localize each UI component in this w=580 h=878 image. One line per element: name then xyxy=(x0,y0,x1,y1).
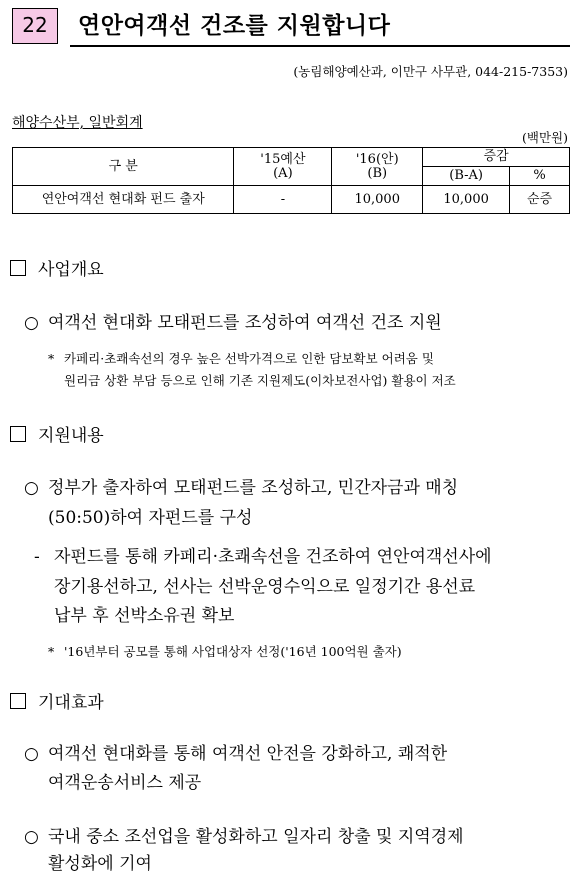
section-number-badge: 22 xyxy=(12,8,58,44)
asterisk-icon: * xyxy=(48,644,55,659)
section-effects-title: 기대효과 xyxy=(10,688,104,713)
row-budget-15: - xyxy=(234,186,332,214)
asterisk-icon: * xyxy=(48,351,55,366)
section-overview-title: 사업개요 xyxy=(10,255,104,280)
contact-info: (농림해양예산과, 이만구 사무관, 044-215-7353) xyxy=(293,64,568,79)
table-row xyxy=(13,186,570,214)
row-label: 연안여객선 현대화 펀드 출자 xyxy=(13,186,234,214)
header-budget-15: '15예산 (A) xyxy=(234,148,332,186)
header-pct: % xyxy=(510,167,570,186)
header-category: 구 분 xyxy=(13,148,234,186)
header-budget-16: '16(안) (B) xyxy=(332,148,423,186)
header-diff: 증감 xyxy=(423,148,570,167)
header-diff-sub: (B-A) xyxy=(423,167,510,186)
checkbox-square-icon xyxy=(10,426,26,442)
row-pct: 순증 xyxy=(510,186,570,214)
checkbox-square-icon xyxy=(10,693,26,709)
budget-table xyxy=(12,147,570,214)
title-underline xyxy=(70,45,570,47)
circle-bullet-icon: ○ xyxy=(24,827,39,847)
section-support-title: 지원내용 xyxy=(10,421,104,446)
circle-bullet-icon: ○ xyxy=(24,478,39,498)
row-diff: 10,000 xyxy=(423,186,510,214)
circle-bullet-icon: ○ xyxy=(24,313,39,333)
checkbox-square-icon xyxy=(10,260,26,276)
page-title: 연안여객선 건조를 지원합니다 xyxy=(78,13,391,39)
ministry-account: 해양수산부, 일반회계 xyxy=(12,115,143,131)
circle-bullet-icon: ○ xyxy=(24,744,39,764)
row-budget-16: 10,000 xyxy=(332,186,423,214)
dash-bullet-icon: - xyxy=(34,547,40,567)
unit-label: (백만원) xyxy=(522,130,568,145)
